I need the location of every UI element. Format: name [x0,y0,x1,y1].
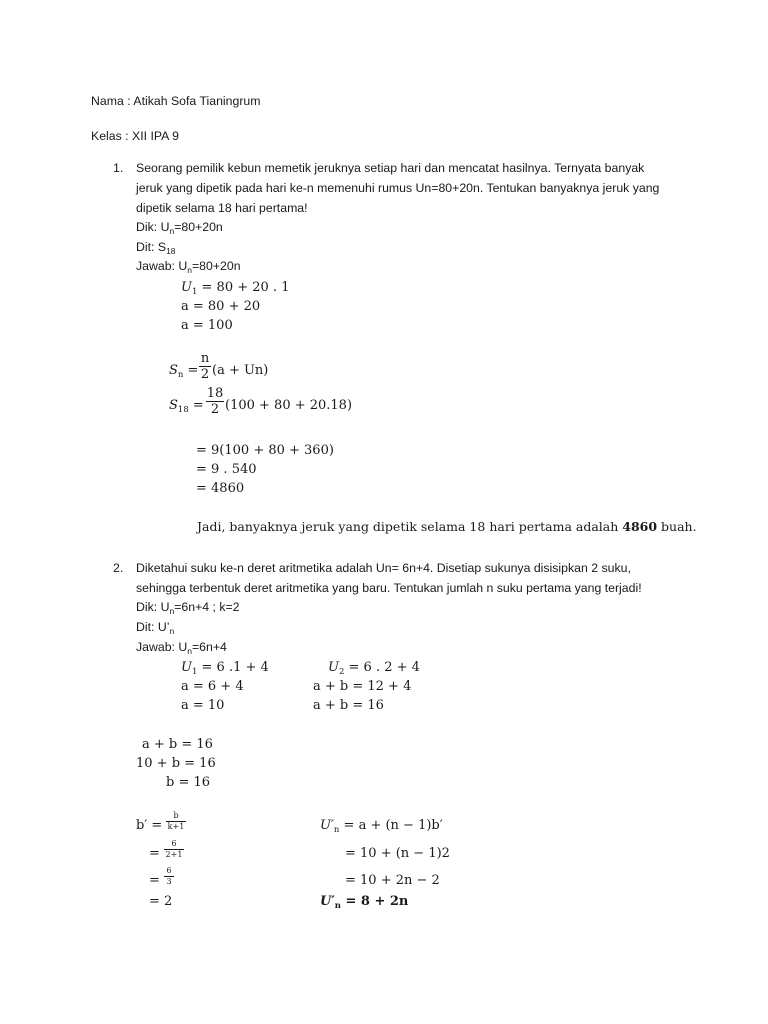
q1-s18-fraction: 18 2 [206,386,224,417]
name-label: Nama : [91,94,134,108]
q2-ab-step-1: a + b = 12 + 4 [313,679,412,694]
q1-text-line-1: Seorang pemilik kebun memetik jeruknya setiap hari dan mencatat hasilnya. Ternyata banyak [136,161,645,175]
q1-step-1: = 9(100 + 80 + 360) [196,443,334,458]
q1-sn-lhs: $S_n$ = [169,363,199,380]
q1-answer: 4860 [622,519,658,534]
q1-u1-equation: $U_1 = 80 + 20$ . 1 [181,280,290,297]
q2-ab-step-2: a + b = 16 [313,698,384,713]
q2-bprime-eq-2: = [149,846,160,861]
q1-number: 1. [113,161,124,175]
q2-system-2: 10 + b = 16 [136,756,216,771]
q2-a-step-1: a = 6 + 4 [181,679,244,694]
q2-a-step-2: a = 10 [181,698,225,713]
q1-a-step-1: a = 80 + 20 [181,299,261,314]
student-name-line [91,93,261,109]
q1-s18-lhs: $S_{18}$ = [169,398,204,415]
q1-s18-rhs: (100 + 80 + 20.18) [225,398,353,413]
q2-unprime-formula: $U'_n = a + (n - 1)b'$ [320,818,443,835]
q2-bprime-fraction-3: 6 3 [164,867,174,886]
q1-step-2: = 9 . 540 [196,462,257,477]
q1-step-3: = 4860 [196,481,245,496]
q2-bprime-eq-3: = [149,873,160,888]
q1-sn-rhs: (a + Un) [212,363,269,378]
q2-bprime-fraction-2: 6 2+1 [165,839,183,859]
q2-bprime-fraction-1: b k+1 [167,811,185,831]
q2-unprime-step-1: = 10 + (n − 1)2 [345,846,450,861]
class-label: Kelas : [91,129,133,143]
q2-bprime-lhs: b′ = [136,818,163,833]
q1-sn-fraction: n 2 [200,351,210,382]
q2-dik: Dik: $U_n=6n+4$ ; k=2 [136,600,240,616]
q2-system-3: b = 16 [166,775,211,790]
q2-unprime-step-2: = 10 + 2n − 2 [345,873,440,888]
student-class-line [91,128,179,144]
q2-text-line-2: sehingga terbentuk deret aritmetika yang baru. Tentukan jumlah n suku pertama yang terjadi! [136,581,642,595]
q2-number: 2. [113,561,124,575]
q2-u1-equation: $U_1 = 6$ .1 + 4 [181,660,269,677]
q2-system-1: a + b = 16 [142,737,213,752]
q1-jawab: Jawab: $U_n=80+20n$ [136,259,241,275]
q1-text-line-3: dipetik selama 18 hari pertama! [136,201,308,215]
q2-jawab: Jawab: $U_n=6n+4$ [136,640,227,656]
student-class: XII IPA 9 [132,129,179,143]
q1-dik: Dik: $U_n=80+20n$ [136,220,223,236]
q2-u2-equation: $U_2 = 6$ . 2 + 4 [328,660,420,677]
q2-text-line-1: Diketahui suku ke-n deret aritmetika adalah Un= 6n+4. Disetiap sukunya disisipkan 2 suku, [136,561,631,575]
q2-unprime-final: $U'_n = 8 + 2n$ [320,894,409,911]
q1-dit: Dit: $S_{18}$ [136,240,176,256]
q1-text-line-2: jeruk yang dipetik pada hari ke-n memenuhi rumus Un=80+20n. Tentukan banyaknya jeruk yang [136,181,660,195]
q1-a-step-2: a = 100 [181,318,233,333]
student-name: Atikah Sofa Tianingrum [133,94,261,108]
q2-dit: Dit: $U’_n$ [136,620,175,636]
q2-bprime-result: = 2 [149,894,173,909]
q1-conclusion: Jadi, banyaknya jeruk yang dipetik selama 18 hari pertama adalah 4860 buah. [197,519,697,534]
